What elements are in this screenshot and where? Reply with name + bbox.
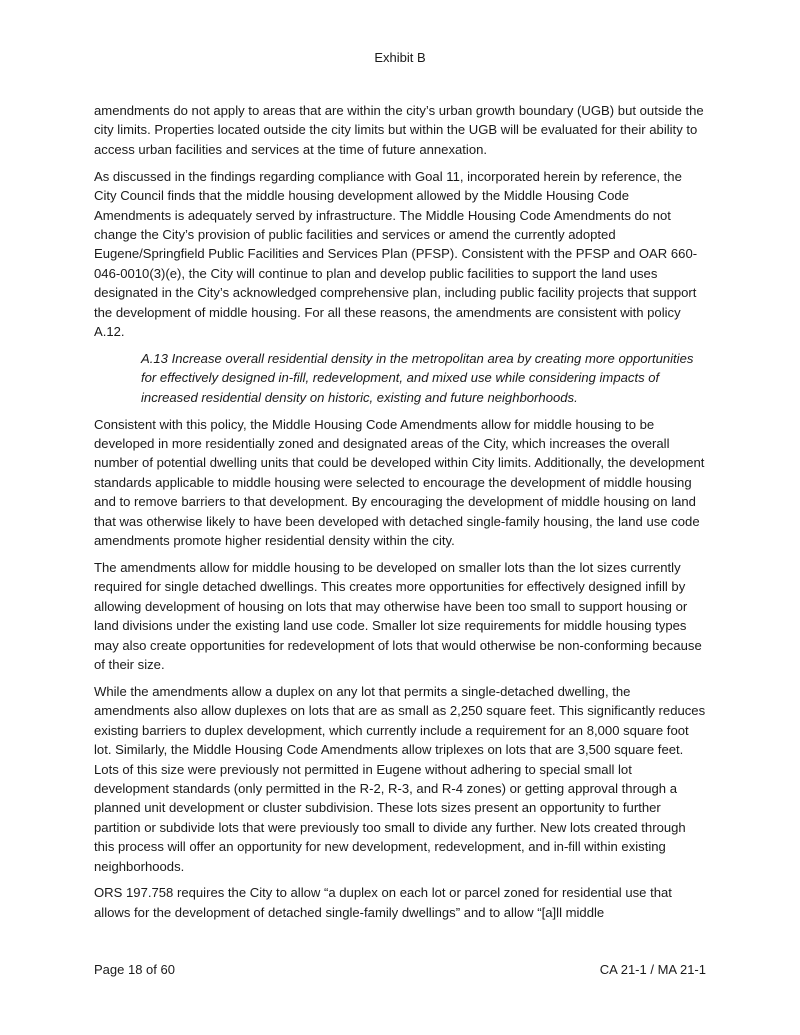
paragraph: As discussed in the findings regarding compliance with Goal 11, incorporated herein by reference, the City Council finds that the middle housing development allowed by the Middle Housing Code Amendments is adequately served by infrastructure. The Middle Housing Code Amendments do not change the City’s provision of public facilities and services or amend the currently adopted Eugene/Springfield Public Facilities and Services Plan (PFSP). Consistent with the PFSP and OAR 660-046-0010(3)(e), the City will continue to plan and develop public facilities to support the land uses designated in the City’s acknowledged comprehensive plan, including public facility projects that support the development of middle housing. For all these reasons, the amendments are consistent with policy A.12.	[94, 168, 698, 339]
page-number: Page 18 of 60	[94, 962, 175, 977]
case-number: CA 21-1 / MA 21-1	[599, 962, 706, 977]
document-body	[94, 101, 706, 930]
paragraph: While the amendments allow a duplex on any lot that permits a single-detached dwelling, the amendments also allow duplexes on lots that are as small as 2,250 square feet. This significantly reduces existing barriers to duplex development, which currently include a requirement for an 8,000 square foot lot. Similarly, the Middle Housing Code Amendments allow triplexes on lots that are 3,500 square feet. Lots of this size were previously not permitted in Eugene without adhering to special small lot development standards (only permitted in the R-2, R-3, and R-4 zones) or getting approval through a planned unit development or cluster subdivision. These lots sizes present an opportunity to further partition or subdivide lots that were previously too small to divide any further. New lots created through this process will offer an opportunity for new development, redevelopment, and in-fill within existing neighborhoods.	[94, 683, 706, 874]
policy-quote: A.13 Increase overall residential density in the metropolitan area by creating more opportunities for effectively designed in-fill, redevelopment, and mixed use while considering impacts of increased residential density on historic, existing and future neighborhoods.	[141, 350, 694, 405]
paragraph: ORS 197.758 requires the City to allow “a duplex on each lot or parcel zoned for residential use that allows for the development of detached single-family dwellings” and to allow “[a]ll middle	[94, 885, 672, 920]
paragraph: Consistent with this policy, the Middle Housing Code Amendments allow for middle housing to be developed in more residentially zoned and designated areas of the City, which increases the overall number of potential dwelling units that could be developed within City limits. Additionally, the development standards applicable to middle housing were selected to encourage the development of middle housing and to remove barriers to that development. By encouraging the development of middle housing on land that was otherwise likely to have been developed with detached single-family housing, the land use code amendments promote higher residential density within the city.	[94, 416, 705, 549]
paragraph: amendments do not apply to areas that are within the city’s urban growth boundary (UGB) but outside the city limits. Properties located outside the city limits but within the UGB will be evaluated for their ability to access urban facilities and services at the time of future annexation.	[94, 103, 704, 157]
page-header: Exhibit B	[374, 50, 426, 65]
page-footer	[94, 961, 706, 978]
paragraph: The amendments allow for middle housing to be developed on smaller lots than the lot sizes currently required for single detached dwellings. This creates more opportunities for effectively designed infill by allowing development of housing on lots that may otherwise have been too small to support housing or land divisions under the existing land use code. Smaller lot size requirements for middle housing types may also create opportunities for redevelopment of lots that would otherwise be non-conforming because of their size.	[94, 559, 702, 672]
